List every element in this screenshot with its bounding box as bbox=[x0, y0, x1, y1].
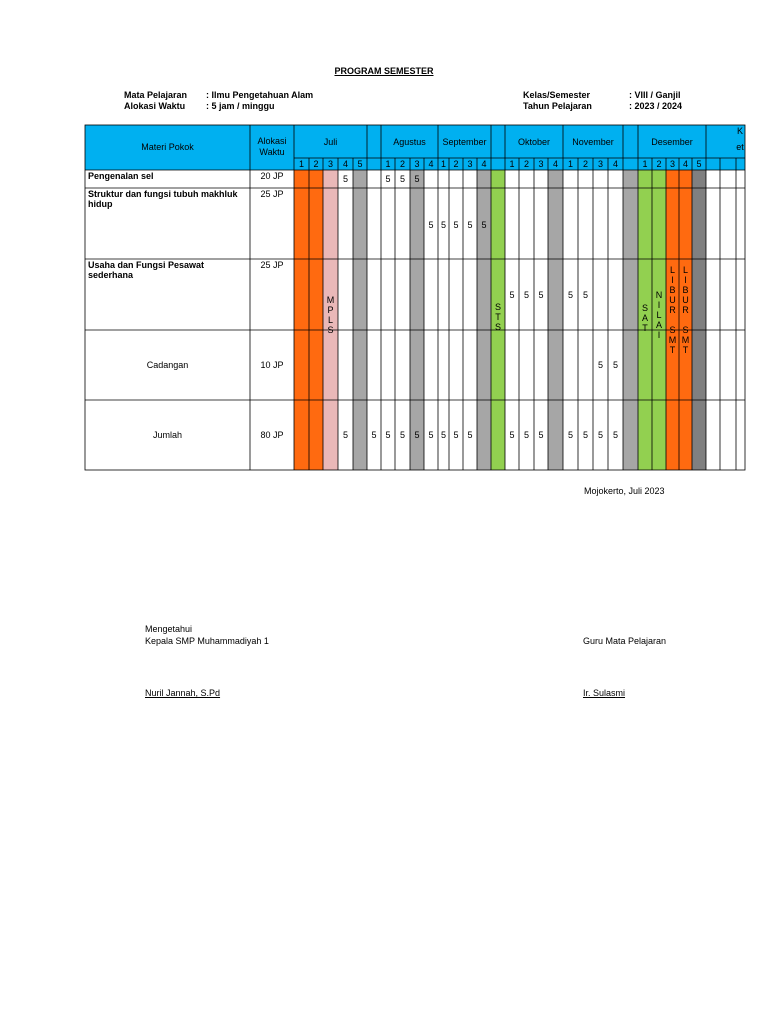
week-number: 3 bbox=[414, 159, 420, 169]
week-number: 1 bbox=[509, 159, 515, 169]
column-label-letter: N bbox=[655, 290, 663, 300]
row-cell-value: 5 bbox=[509, 290, 515, 300]
row-cell-value: 5 bbox=[453, 430, 459, 440]
guru-name: Ir. Sulasmi bbox=[583, 688, 626, 698]
semester-schedule-table bbox=[0, 0, 768, 480]
week-number: 5 bbox=[696, 159, 702, 169]
row-cell-value: 5 bbox=[567, 290, 574, 300]
row-alokasi: 10 JP bbox=[260, 360, 284, 370]
kelas-semester-label: Kelas/Semester bbox=[523, 90, 591, 100]
column-label-letter: S bbox=[682, 325, 689, 335]
row-cell-value: 5 bbox=[428, 220, 434, 230]
column-label-letter: S bbox=[669, 325, 676, 335]
mengetahui-label: Mengetahui bbox=[145, 624, 193, 634]
month-header: Juli bbox=[323, 137, 338, 147]
column-fill bbox=[623, 170, 638, 470]
mata-pelajaran-label: Mata Pelajaran bbox=[124, 90, 188, 100]
week-number: 2 bbox=[313, 159, 319, 169]
kelas-semester-value: : VIII / Ganjil bbox=[629, 90, 681, 100]
column-label-letter: S bbox=[494, 302, 502, 312]
row-alokasi: 20 JP bbox=[260, 171, 284, 181]
column-label-letter: S bbox=[327, 325, 334, 335]
tahun-pelajaran-value: : 2023 / 2024 bbox=[629, 101, 683, 111]
header-ket: K bbox=[736, 126, 744, 136]
column-label-letter: M bbox=[326, 295, 335, 305]
week-number: 2 bbox=[399, 159, 406, 169]
week-number: 1 bbox=[385, 159, 391, 169]
column-fill bbox=[692, 170, 706, 470]
month-header: Oktober bbox=[517, 137, 551, 147]
row-alokasi: 80 JP bbox=[260, 430, 284, 440]
kepala-sekolah-name: Nuril Jannah, S.Pd bbox=[145, 688, 221, 698]
tahun-pelajaran-label: Tahun Pelajaran bbox=[523, 101, 592, 111]
column-label-letter: T bbox=[495, 312, 501, 322]
column-label-letter: I bbox=[671, 275, 674, 285]
column-fill bbox=[477, 170, 491, 470]
week-number: 3 bbox=[467, 159, 473, 169]
column-label-letter: S bbox=[494, 322, 502, 332]
column-label-letter: R bbox=[682, 305, 689, 315]
week-number: 2 bbox=[582, 159, 589, 169]
column-label-letter: A bbox=[655, 320, 663, 330]
row-cell-value: 5 bbox=[509, 430, 515, 440]
kepala-sekolah-title: Kepala SMP Muhammadiyah 1 bbox=[145, 636, 269, 646]
mata-pelajaran-value: : Ilmu Pengetahuan Alam bbox=[206, 90, 314, 100]
week-number: 3 bbox=[538, 159, 544, 169]
column-label-letter: I bbox=[657, 330, 661, 340]
row-cell-value: 5 bbox=[428, 430, 434, 440]
header-waktu: Waktu bbox=[259, 147, 285, 157]
week-number: 3 bbox=[597, 159, 604, 169]
row-materi: sederhana bbox=[88, 270, 134, 280]
week-number: 5 bbox=[357, 159, 363, 169]
row-cell-value: 5 bbox=[453, 220, 459, 230]
row-cell-value: 5 bbox=[467, 220, 473, 230]
row-materi: Cadangan bbox=[146, 360, 189, 370]
row-cell-value: 5 bbox=[399, 430, 406, 440]
row-cell-value: 5 bbox=[342, 174, 349, 184]
column-label-letter: T bbox=[669, 345, 676, 355]
row-materi: hidup bbox=[88, 199, 113, 209]
row-cell-value: 5 bbox=[399, 174, 406, 184]
week-number: 2 bbox=[656, 159, 662, 169]
header-ket: et bbox=[736, 142, 744, 152]
column-fill bbox=[309, 170, 323, 470]
column-label-letter: U bbox=[669, 295, 676, 305]
week-number: 4 bbox=[552, 159, 559, 169]
week-number: 1 bbox=[567, 159, 574, 169]
alokasi-waktu-value: : 5 jam / minggu bbox=[206, 101, 275, 111]
place-date: Mojokerto, Juli 2023 bbox=[584, 486, 665, 496]
row-materi: Struktur dan fungsi tubuh makhluk bbox=[88, 189, 238, 199]
week-number: 4 bbox=[342, 159, 349, 169]
row-materi: Jumlah bbox=[152, 430, 183, 440]
column-label-letter: T bbox=[682, 345, 689, 355]
month-header: September bbox=[442, 137, 487, 147]
row-cell-value: 5 bbox=[385, 430, 391, 440]
column-fill bbox=[410, 170, 424, 470]
column-label-letter: U bbox=[682, 295, 689, 305]
month-header: Agustus bbox=[393, 137, 426, 147]
row-cell-value: 5 bbox=[414, 174, 420, 184]
row-cell-value: 5 bbox=[414, 430, 420, 440]
week-number: 1 bbox=[440, 159, 447, 169]
row-materi: Usaha dan Fungsi Pesawat bbox=[88, 260, 205, 270]
row-cell-value: 5 bbox=[582, 290, 589, 300]
column-label-letter: I bbox=[684, 275, 687, 285]
column-fill bbox=[294, 170, 309, 470]
column-label-letter: A bbox=[641, 313, 649, 323]
row-cell-value: 5 bbox=[440, 430, 447, 440]
column-label-letter: B bbox=[682, 285, 689, 295]
column-fill bbox=[679, 170, 692, 470]
row-cell-value: 5 bbox=[371, 430, 377, 440]
week-number: 1 bbox=[642, 159, 648, 169]
column-label-letter: L bbox=[682, 265, 689, 275]
row-materi: Pengenalan sel bbox=[88, 171, 154, 181]
column-label-letter: B bbox=[669, 285, 676, 295]
row-cell-value: 5 bbox=[440, 220, 447, 230]
row-cell-value: 5 bbox=[597, 430, 604, 440]
column-fill bbox=[353, 170, 367, 470]
column-fill bbox=[666, 170, 679, 470]
row-cell-value: 5 bbox=[385, 174, 391, 184]
row-cell-value: 5 bbox=[467, 430, 473, 440]
month-header: Desember bbox=[651, 137, 693, 147]
week-number: 4 bbox=[481, 159, 487, 169]
column-label-letter: S bbox=[641, 303, 649, 313]
alokasi-waktu-label: Alokasi Waktu bbox=[124, 101, 186, 111]
header-alokasi: Alokasi bbox=[257, 136, 287, 146]
column-label-letter: P bbox=[327, 305, 334, 315]
header-materi-pokok: Materi Pokok bbox=[141, 142, 194, 152]
column-label-letter: T bbox=[642, 323, 648, 333]
row-cell-value: 5 bbox=[523, 430, 530, 440]
row-cell-value: 5 bbox=[612, 430, 619, 440]
column-label-letter: M bbox=[668, 335, 677, 345]
week-number: 4 bbox=[428, 159, 434, 169]
row-alokasi: 25 JP bbox=[260, 189, 284, 199]
week-number: 2 bbox=[453, 159, 459, 169]
guru-title: Guru Mata Pelajaran bbox=[583, 636, 667, 646]
column-label-letter: L bbox=[656, 310, 662, 320]
week-number: 2 bbox=[523, 159, 530, 169]
row-cell-value: 5 bbox=[538, 290, 544, 300]
column-label-letter: R bbox=[669, 305, 676, 315]
row-cell-value: 5 bbox=[597, 360, 604, 370]
row-alokasi: 25 JP bbox=[260, 260, 284, 270]
row-cell-value: 5 bbox=[523, 290, 530, 300]
week-number: 1 bbox=[298, 159, 305, 169]
week-number: 4 bbox=[612, 159, 619, 169]
row-cell-value: 5 bbox=[612, 360, 619, 370]
row-cell-value: 5 bbox=[342, 430, 349, 440]
column-label-letter: L bbox=[327, 315, 334, 325]
column-fill bbox=[548, 170, 563, 470]
month-header: November bbox=[572, 137, 614, 147]
row-cell-value: 5 bbox=[481, 220, 487, 230]
document-title: PROGRAM SEMESTER bbox=[334, 66, 434, 76]
week-number: 3 bbox=[669, 159, 676, 169]
row-cell-value: 5 bbox=[567, 430, 574, 440]
week-number: 3 bbox=[327, 159, 334, 169]
row-cell-value: 5 bbox=[538, 430, 544, 440]
column-label-letter: L bbox=[669, 265, 676, 275]
column-label-letter: M bbox=[681, 335, 690, 345]
week-number: 4 bbox=[682, 159, 689, 169]
column-label-letter: I bbox=[657, 300, 661, 310]
row-cell-value: 5 bbox=[582, 430, 589, 440]
